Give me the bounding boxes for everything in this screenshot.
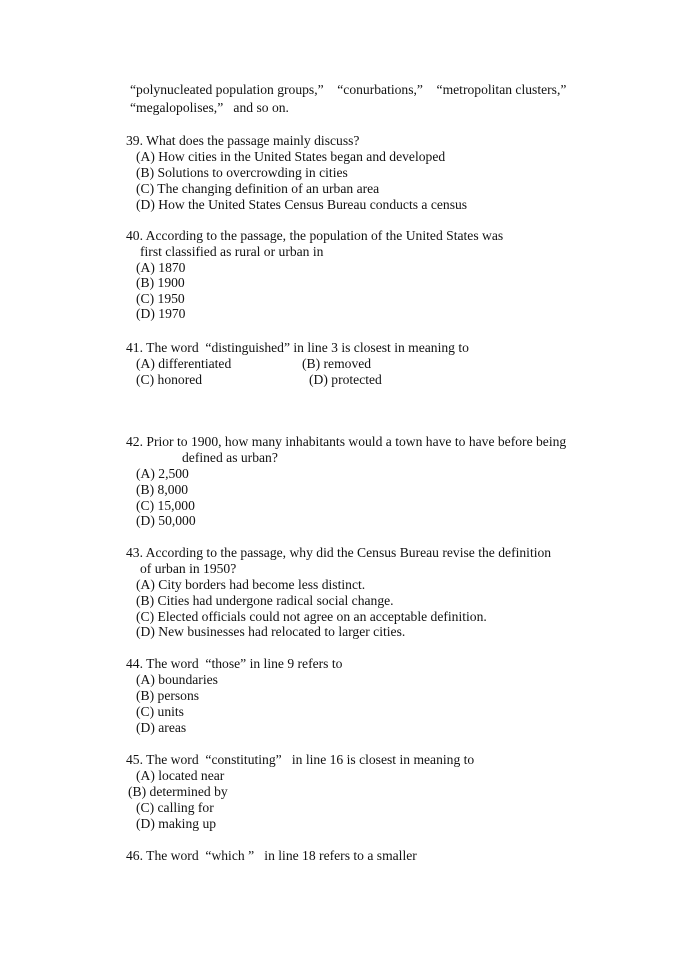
option-39-b: (B) Solutions to overcrowding in cities (136, 165, 348, 180)
question-43-stem: 43. According to the passage, why did the Census Bureau revise the definition (126, 545, 552, 560)
intro-line: “polynucleated population groups,” “conurbations,” “metropolitan clusters,” (130, 82, 567, 97)
option-41-b: (B) removed (302, 356, 372, 371)
option-44-c: (C) units (136, 704, 184, 719)
option-42-d: (D) 50,000 (136, 513, 196, 528)
question-42-stem: 42. Prior to 1900, how many inhabitants would a town have to have before being (126, 434, 567, 449)
option-39-a: (A) How cities in the United States began and developed (136, 149, 446, 164)
question-40-stem-cont: first classified as rural or urban in (140, 244, 324, 259)
option-41-a: (A) differentiated (136, 356, 232, 371)
question-39-stem: 39. What does the passage mainly discuss? (126, 133, 360, 148)
option-41-d: (D) protected (309, 372, 382, 387)
option-45-a: (A) located near (136, 768, 225, 783)
option-43-d: (D) New businesses had relocated to larger cities. (136, 624, 406, 639)
option-40-a: (A) 1870 (136, 260, 186, 275)
option-40-d: (D) 1970 (136, 306, 186, 321)
question-45-stem: 45. The word “constituting” in line 16 is closest in meaning to (126, 752, 475, 767)
option-40-b: (B) 1900 (136, 275, 185, 290)
option-42-c: (C) 15,000 (136, 498, 195, 513)
question-42-stem-cont: defined as urban? (182, 450, 278, 465)
question-46-stem: 46. The word “which ” in line 18 refers to a smaller (126, 848, 417, 863)
option-43-c: (C) Elected officials could not agree on an acceptable definition. (136, 609, 487, 624)
option-45-c: (C) calling for (136, 800, 214, 815)
option-40-c: (C) 1950 (136, 291, 185, 306)
option-39-d: (D) How the United States Census Bureau conducts a census (136, 197, 468, 212)
option-41-c: (C) honored (136, 372, 203, 387)
question-43-stem-cont: of urban in 1950? (140, 561, 237, 576)
option-42-a: (A) 2,500 (136, 466, 189, 481)
question-44-stem: 44. The word “those” in line 9 refers to (126, 656, 343, 671)
option-44-d: (D) areas (136, 720, 187, 735)
question-40-stem: 40. According to the passage, the population of the United States was (126, 228, 504, 243)
option-39-c: (C) The changing definition of an urban area (136, 181, 380, 196)
option-45-d: (D) making up (136, 816, 217, 831)
question-41-stem: 41. The word “distinguished” in line 3 is closest in meaning to (126, 340, 469, 355)
option-42-b: (B) 8,000 (136, 482, 189, 497)
intro-line: “megalopolises,” and so on. (130, 100, 289, 115)
option-43-a: (A) City borders had become less distinct. (136, 577, 366, 592)
option-44-a: (A) boundaries (136, 672, 218, 687)
option-45-b: (B) determined by (128, 784, 228, 799)
option-43-b: (B) Cities had undergone radical social change. (136, 593, 394, 608)
option-44-b: (B) persons (136, 688, 200, 703)
